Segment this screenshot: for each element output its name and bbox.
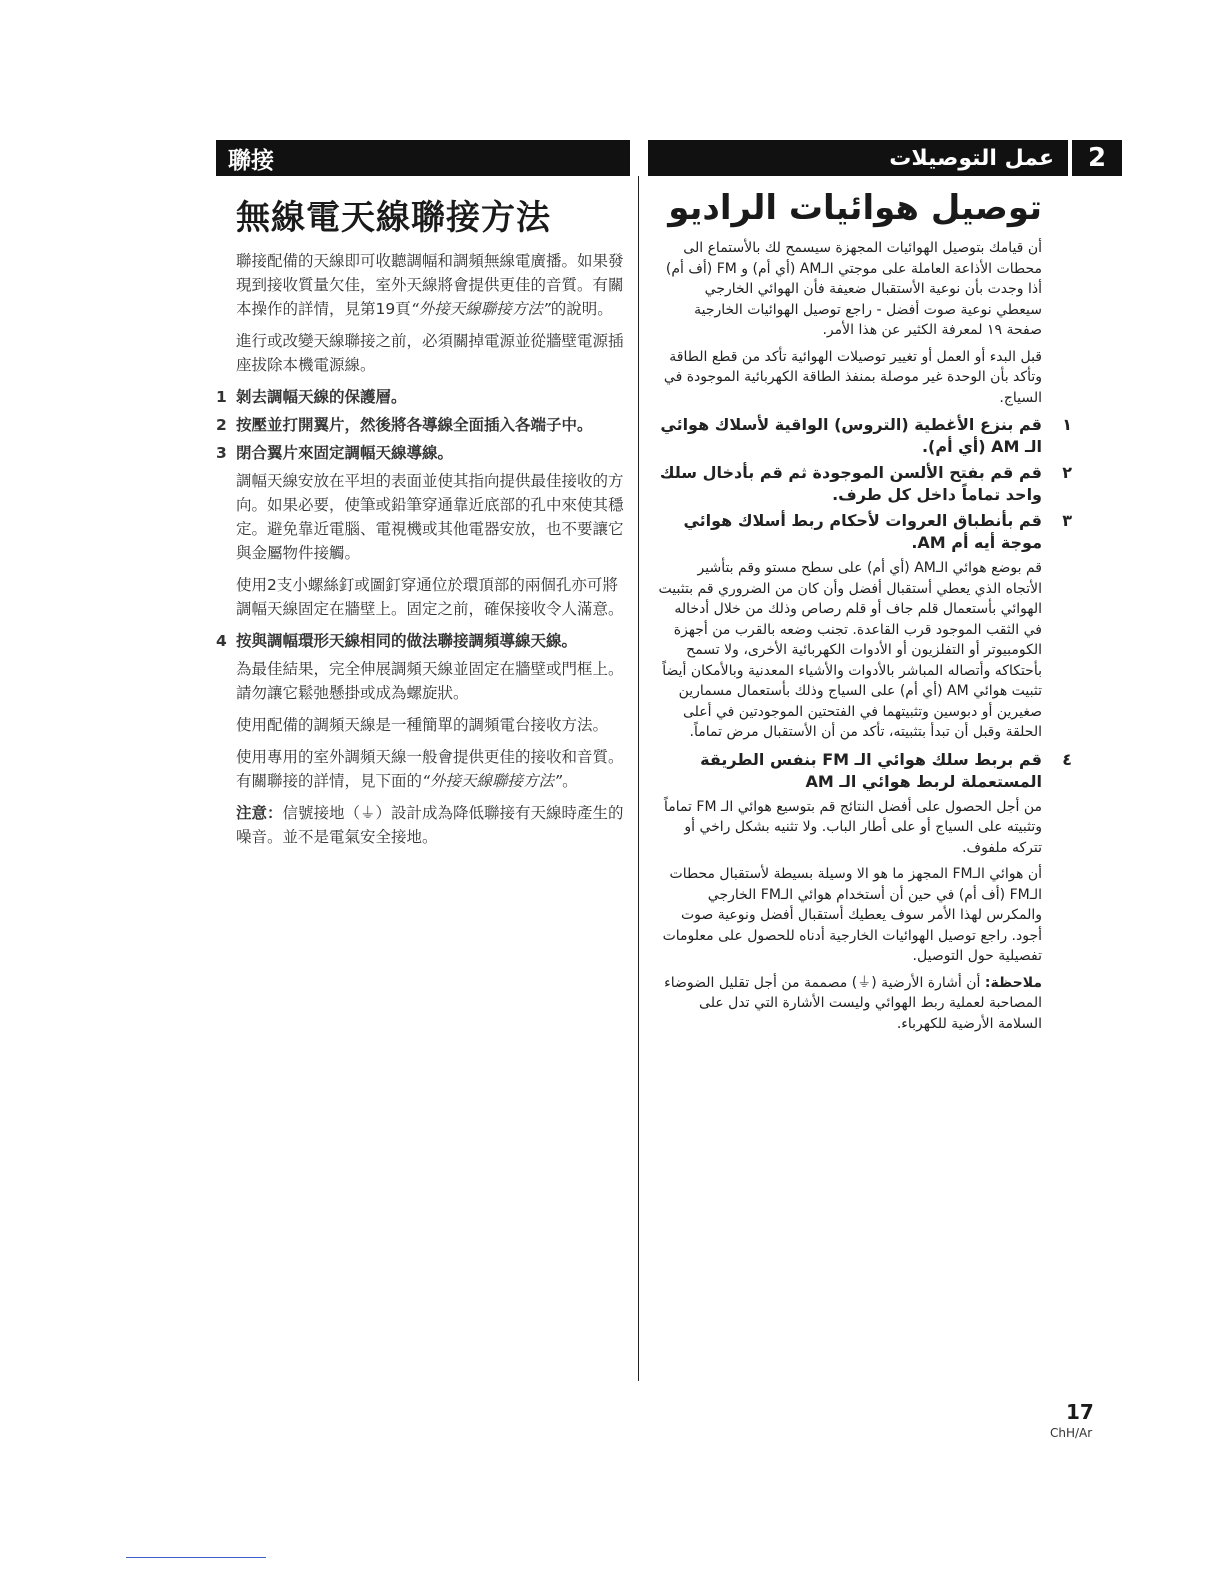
step-text: 閉合翼片來固定調幅天線導線。 (236, 444, 454, 462)
warning-ar: قبل البدء أو العمل أو تغيير توصيلات الهوائية تأكد من قطع الطاقة وتأكد بأن الوحدة غير موصلة بمنفذ الطاقة الكهربائية الموجودة في السياج. (663, 348, 1042, 406)
step-number: ٢ (1062, 463, 1072, 482)
fm-para-2-text: 使用專用的室外調頻天線一般會提供更佳的接收和音質。有關聯接的詳情，見下面的 (236, 748, 624, 790)
step-number: 2 (216, 416, 227, 434)
step-text: 按與調幅環形天線相同的做法聯接調頻導線天線。 (236, 632, 578, 650)
step-4-zh (216, 629, 630, 653)
intro-text: 聯接配備的天線即可收聽調幅和調頻無線電廣播。如果發現到接收質量欠佳，室外天線將會提供更佳的音質。有關本操作的詳情，見第19頁 (236, 252, 624, 318)
intro-zh (236, 249, 630, 321)
column-divider (638, 176, 639, 1381)
intro-end: 的說明。 (550, 300, 613, 318)
step-text: قم بربط سلك هوائي الـ FM بنفس الطريقة المستعملة لربط هوائي الـ AM (700, 749, 1042, 791)
step-1-zh (216, 385, 630, 409)
note-zh (236, 801, 630, 849)
note-label-ar: ملاحظة: (984, 974, 1042, 991)
page-number: 17 (1066, 1400, 1094, 1424)
step-number: 4 (216, 632, 227, 650)
step-number: 3 (216, 444, 227, 462)
step-text: قم قم بفتح الألسن الموجودة ثم قم بأدخال سلك واحد تماماً داخل كل طرف. (659, 463, 1042, 504)
page-title-zh: 無線電天線聯接方法 (236, 198, 551, 238)
step-3-para-1-zh: 調幅天線安放在平坦的表面並使其指向提供最佳接收的方向。如果必要，使筆或鉛筆穿通靠近底部的孔中來使其穩定。避免靠近電腦、電視機或其他電器安放，也不要讓它與金屬物件接觸。 (236, 472, 624, 562)
note-label-zh: 注意： (236, 804, 283, 822)
fm-para-2-end: 。 (562, 772, 578, 790)
fm-para-ar: أن هوائي الـFM المجهز ما هو الا وسيلة بسيطة لأستقبال محطات الـFM (أف أم) في حين أن أستخدام هوائي الـFM الخارجي والمكرس لهذا الأمر سوف يعطيك أستقبال أفضل ونوعية صوت أجود. راجع توصيل الهوائيات الخارجية أدناه للحصول على معلومات تفصيلية حول التوصيل. (662, 866, 1042, 964)
intro-ar: أن قيامك بتوصيل الهوائيات المجهزة سيسمح لك بالأستماع الى محطات الأذاعة العاملة على موجتي الـAM (أي أم) و FM (أف أم) أذا وجدت بأن نوعية الأستقبال ضعيفة فأن الهوائي الخارجي سيعطي نوعية صوت أفضل - راجع توصيل الهوائيات الخارجية صفحة ١٩ لمعرفة الكثير عن هذا الأمر. (665, 240, 1042, 338)
step-4-para-zh: 為最佳結果，完全伸展調頻天線並固定在牆壁或門框上。請勿讓它鬆弛懸掛或成為螺旋狀。 (236, 660, 624, 702)
step-2-ar (658, 462, 1072, 506)
arabic-column (648, 140, 1122, 1040)
step-text: قم بنزع الأغطية (التروس) الواقية لأسلاك هوائي الـ AM (أي أم). (660, 415, 1042, 456)
step-text: قم بأنطباق العروات لأحكام ربط أسلاك هوائي موجة أيه أم AM. (683, 511, 1042, 552)
step-1-ar (658, 414, 1072, 458)
step-3-para-2-zh: 使用2支小螺絲釘或圖釘穿通位於環頂部的兩個孔亦可將調幅天線固定在牆壁上。固定之前，確保接收令人滿意。 (236, 576, 624, 618)
step-number: ٣ (1062, 511, 1072, 530)
language-code: ChH/Ar (1050, 1426, 1093, 1440)
chapter-number: 2 (1068, 140, 1122, 176)
section-header-ar (648, 140, 1122, 176)
bottom-rule (126, 1557, 266, 1558)
step-4-ar (658, 749, 1072, 793)
section-header-zh: 聯接 (216, 140, 630, 176)
fm-para-1-zh: 使用配備的調頻天線是一種簡單的調頻電台接收方法。 (236, 716, 609, 734)
step-number: 1 (216, 388, 227, 406)
step-3-ar (658, 510, 1072, 554)
note-text-zh: 信號接地（⏚）設計成為降低聯接有天線時產生的噪音。並不是電氣安全接地。 (236, 804, 624, 846)
step-4-para-ar: من أجل الحصول على أفضل النتائج قم بتوسيع هوائي الـ FM تماماً وتثبيته على السياج أو على أطار الباب. ولا تثنيه بشكل راخي أو تتركه ملفوف. (663, 798, 1042, 856)
body-ar (648, 238, 1122, 1034)
section-header-ar-title: عمل التوصيلات (889, 145, 1054, 171)
step-number: ٤ (1062, 749, 1072, 769)
chinese-column (216, 140, 630, 857)
warning-zh: 進行或改變天線聯接之前，必須關掉電源並從牆壁電源插座拔除本機電源線。 (236, 332, 624, 374)
note-text-ar: أن أشارة الأرضية (⏚) مصممة من أجل تقليل الضوضاء المصاحبة لعملية ربط الهوائي وليست الأشارة التي تدل على السلامة الأرضية للكهرباء. (664, 974, 1042, 1032)
page-title-ar: توصيل هوائيات الراديو (668, 188, 1042, 228)
step-text: 按壓並打開翼片，然後將各導線全面插入各端子中。 (236, 416, 593, 434)
step-3-para-ar: قم بوضع هوائي الـAM (أي أم) على سطح مستو وقم بتأشير الأتجاه الذي يعطي أستقبال أفضل وأن كان من الضروري قم بتثبيت الهوائي بأستعمال قلم جاف أو قلم رصاص وذلك من خلال أدخاله في الثقب الموجود قرب القاعدة. تجنب وضعه بالقرب من أجهزة الكومبيوتر أو التفلزيون أو الأدوات الكهربائية الأخرى، ولا تسمح بأحتكاكه وأتصاله المباشر بالأدوات والأشياء المعدنية وبالأمكان أيضاً تثبيت هوائي AM (أي أم) على السياج وذلك بأستعمال مسمارين صغيرين أو دبوسين وتثبيتهما في الفتحتين الموجودتين في أعلى الحلقة وقبل أن تبدأ بتثبيته، تأكد من أن الأستقبال مرض تماماً. (658, 560, 1042, 740)
note-ar (658, 973, 1042, 1035)
fm-para-2-zh (236, 745, 630, 793)
fm-para-2-reference: “外接天線聯接方法” (422, 772, 563, 790)
step-2-zh (216, 413, 630, 437)
intro-reference: “外接天線聯接方法” (410, 300, 551, 318)
step-text: 剝去調幅天線的保護層。 (236, 388, 407, 406)
step-number: ١ (1062, 415, 1072, 434)
body-zh (216, 249, 630, 849)
step-3-zh (216, 441, 630, 465)
